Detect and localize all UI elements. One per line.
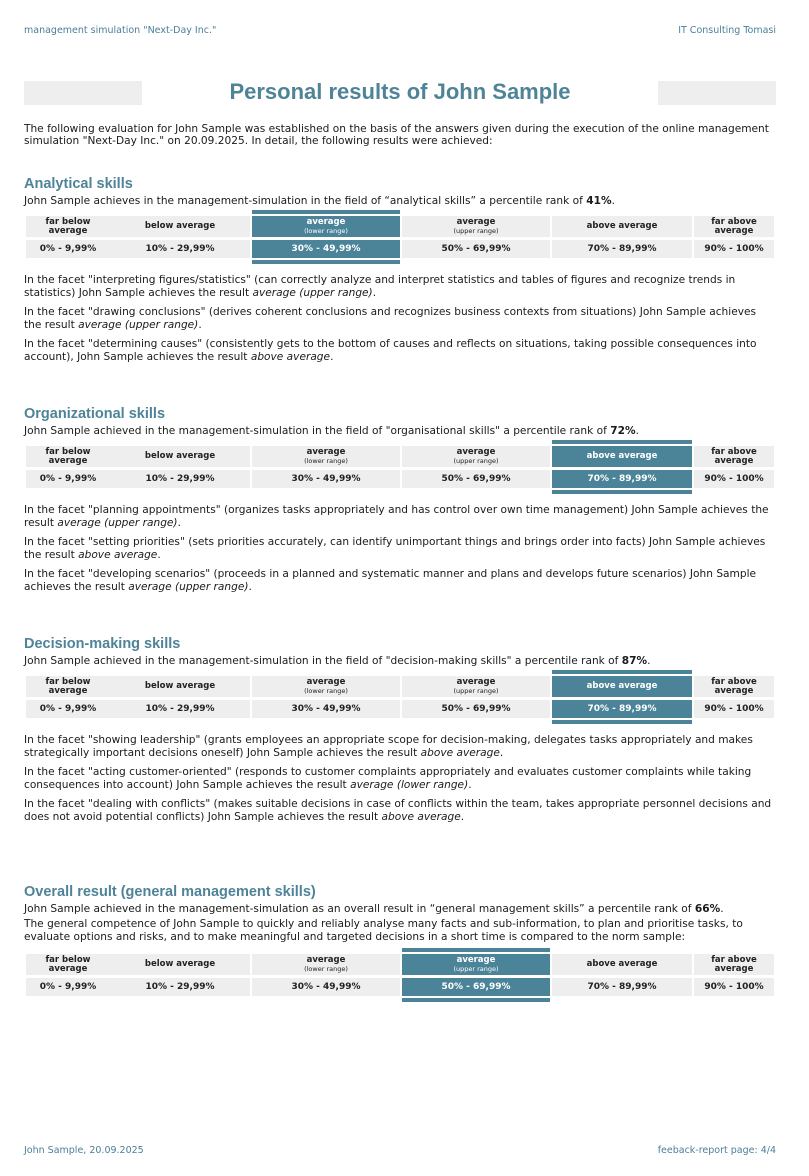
scale-label: far above average [711,954,757,974]
facet-item: In the facet "developing scenarios" (proceeds in a planned and systematic manner and plans and develops future scenarios) John Sample achieves the result average (upper range). [24,568,757,593]
scale-range-cell: 10% - 29,99% [110,700,250,718]
scale-range-cell: 30% - 49,99% [252,240,400,258]
scale-label-cell [402,954,550,975]
result-scale [24,952,776,1004]
section-analytical [24,175,776,370]
scale-label: below average [144,959,216,969]
header-left: management simulation "Next-Day Inc." [24,25,217,36]
scale-label-cell [110,446,250,467]
scale-label-cell [402,676,550,697]
result-scale [24,674,776,726]
scale-range-cell: 50% - 69,99% [402,240,550,258]
scale-sublabel: (lower range) [304,687,348,695]
scale-label-cell [26,216,110,237]
scale-range-cell: 30% - 49,99% [252,470,400,488]
rank-value: 72% [610,425,636,437]
scale-label-cell [402,446,550,467]
scale-label: average [306,677,346,687]
facet-item: In the facet "setting priorities" (sets priorities accurately, can identify unimportant things and brings order into facts) John Sample achieves the result above average. [24,536,766,561]
rank-value: 41% [586,195,612,207]
scale-range-cell: 10% - 29,99% [110,978,250,996]
scale-sublabel: (upper range) [453,687,499,695]
scale-sublabel: (lower range) [304,965,348,973]
scale-label-cell [252,676,400,697]
scale-range-cell: 30% - 49,99% [252,978,400,996]
rank-statement: John Sample achieves in the management-simulation in the field of “analytical skills” a percentile rank of 41%. [24,195,615,207]
section-organizational [24,405,776,600]
scale-range-cell: 0% - 9,99% [26,978,110,996]
scale-label-cell [552,216,692,237]
scale-label: average [456,677,496,687]
facet-list [24,734,776,824]
scale-label: below average [144,451,216,461]
highlight-marker-bottom [552,720,692,724]
scale-label: far below average [45,216,91,236]
facet-item: In the facet "determining causes" (consistently gets to the bottom of causes and reflects on situations, taking possible consequences into account), John Sample achieves the result above average. [24,338,757,363]
highlight-marker-bottom [552,490,692,494]
scale-label-cell [110,216,250,237]
scale-range-cell: 90% - 100% [694,240,774,258]
facet-item: In the facet "interpreting figures/statistics" (can correctly analyze and interpret statistics and tables of figures and recognize trends in statistics) John Sample achieves the result average (upper range). [24,274,736,299]
section-title: Overall result (general management skills) [24,884,316,900]
section-overall [24,883,776,1004]
scale-label-cell [552,676,692,697]
scale-label: average [456,447,496,457]
facet-item: In the facet "planning appointments" (organizes tasks appropriately and has control over own time management) John Sample achieves the result average (upper range). [24,504,769,529]
scale-label-cell [110,954,250,975]
scale-label-cell [694,216,774,237]
scale-label-cell [26,446,110,467]
result-scale [24,444,776,496]
scale-range-cell: 70% - 89,99% [552,240,692,258]
rank-value: 66% [694,903,721,915]
scale-sublabel: (upper range) [453,227,499,235]
scale-label-cell [252,216,400,237]
rank-value: 87% [621,655,648,667]
scale-label: average [456,955,496,965]
scale-label-cell [694,676,774,697]
scale-label-cell [402,216,550,237]
facet-list [24,504,776,594]
scale-label: above average [586,221,658,231]
scale-range-cell: 50% - 69,99% [402,470,550,488]
section-title: Analytical skills [24,176,133,192]
scale-label: far below average [45,954,91,974]
scale-label: far above average [711,216,757,236]
highlight-marker-top [552,670,692,674]
highlight-marker-bottom [252,260,400,264]
scale-label: far below average [45,446,91,466]
scale-label: far below average [45,676,91,696]
scale-range-cell: 10% - 29,99% [110,240,250,258]
scale-range-cell: 0% - 9,99% [26,240,110,258]
rank-statement: John Sample achieved in the management-simulation as an overall result in “general management skills” a percentile rank of 66%. [24,903,724,915]
scale-range-cell: 70% - 89,99% [552,700,692,718]
page-title: Personal results of John Sample [229,79,571,104]
scale-label-cell [694,446,774,467]
facet-item: In the facet "showing leadership" (grants employees an appropriate scope for decision-making, delegates tasks appropriately and makes strategically important decisions oneself) John Sample achieves the result above average. [24,734,753,759]
title-bar [24,81,776,105]
highlight-marker-top [252,210,400,214]
scale-label: below average [144,681,216,691]
scale-range-cell: 70% - 89,99% [552,978,692,996]
rank-statement: John Sample achieved in the management-simulation in the field of "decision-making skills" a percentile rank of 87%. [24,655,651,667]
scale-range-cell: 70% - 89,99% [552,470,692,488]
section-title: Decision-making skills [24,636,181,652]
scale-label: below average [144,221,216,231]
scale-range-cell: 90% - 100% [694,700,774,718]
facet-item: In the facet "drawing conclusions" (derives coherent conclusions and recognizes business contexts from situations) John Sample achieves the result average (upper range). [24,306,757,331]
footer-right: feeback-report page: 4/4 [657,1145,776,1156]
scale-range-cell: 50% - 69,99% [402,978,550,996]
section-decision-making [24,635,776,830]
scale-label-cell [110,676,250,697]
scale-range-cell: 0% - 9,99% [26,700,110,718]
rank-statement: John Sample achieved in the management-simulation in the field of "organisational skills" a percentile rank of 72%. [24,425,639,437]
header-right: IT Consulting Tomasi [678,25,776,36]
scale-range-cell: 0% - 9,99% [26,470,110,488]
result-scale [24,214,776,266]
footer-left: John Sample, 20.09.2025 [24,1145,144,1156]
scale-label: average [306,955,346,965]
scale-sublabel: (upper range) [453,965,499,973]
section-title: Organizational skills [24,406,166,422]
facet-item: In the facet "dealing with conflicts" (makes suitable decisions in case of conflicts within the team, takes appropriate personnel decisions and does not avoid potential conflicts) John Sample achieves the result above average. [24,798,772,823]
scale-range-cell: 30% - 49,99% [252,700,400,718]
scale-label-cell [552,954,692,975]
overall-description: The general competence of John Sample to quickly and reliably analyse many facts and sub-information, to plan and prioritise tasks, to evaluate options and risks, and to make meaningful and targeted decisions in a short time is compared to the norm sample: [24,918,743,943]
highlight-marker-top [552,440,692,444]
scale-label-cell [252,446,400,467]
scale-range-cell: 50% - 69,99% [402,700,550,718]
scale-label: far above average [711,446,757,466]
scale-range-cell: 90% - 100% [694,470,774,488]
scale-range-cell: 10% - 29,99% [110,470,250,488]
scale-range-cell: 90% - 100% [694,978,774,996]
scale-label-cell [694,954,774,975]
scale-label: average [306,217,346,227]
scale-label-cell [252,954,400,975]
scale-label-cell [26,954,110,975]
scale-label: above average [586,681,658,691]
scale-sublabel: (upper range) [453,457,499,465]
scale-label: above average [586,959,658,969]
intro-text: The following evaluation for John Sample was established on the basis of the answers given during the execution of the online management simulation "Next-Day Inc." on 20.09.2025. In detail, the following results were achieved: [24,123,769,147]
scale-label-cell [552,446,692,467]
scale-label-cell [26,676,110,697]
highlight-marker-top [402,948,550,952]
scale-label: above average [586,451,658,461]
facet-item: In the facet "acting customer-oriented" (responds to customer complaints appropriately and evaluates customer complaints while taking consequences into account) John Sample achieves the result average (lower range). [24,766,752,791]
scale-label: average [306,447,346,457]
highlight-marker-bottom [402,998,550,1002]
scale-sublabel: (lower range) [304,457,348,465]
scale-label: average [456,217,496,227]
scale-sublabel: (lower range) [304,227,348,235]
facet-list [24,274,776,364]
scale-label: far above average [711,676,757,696]
